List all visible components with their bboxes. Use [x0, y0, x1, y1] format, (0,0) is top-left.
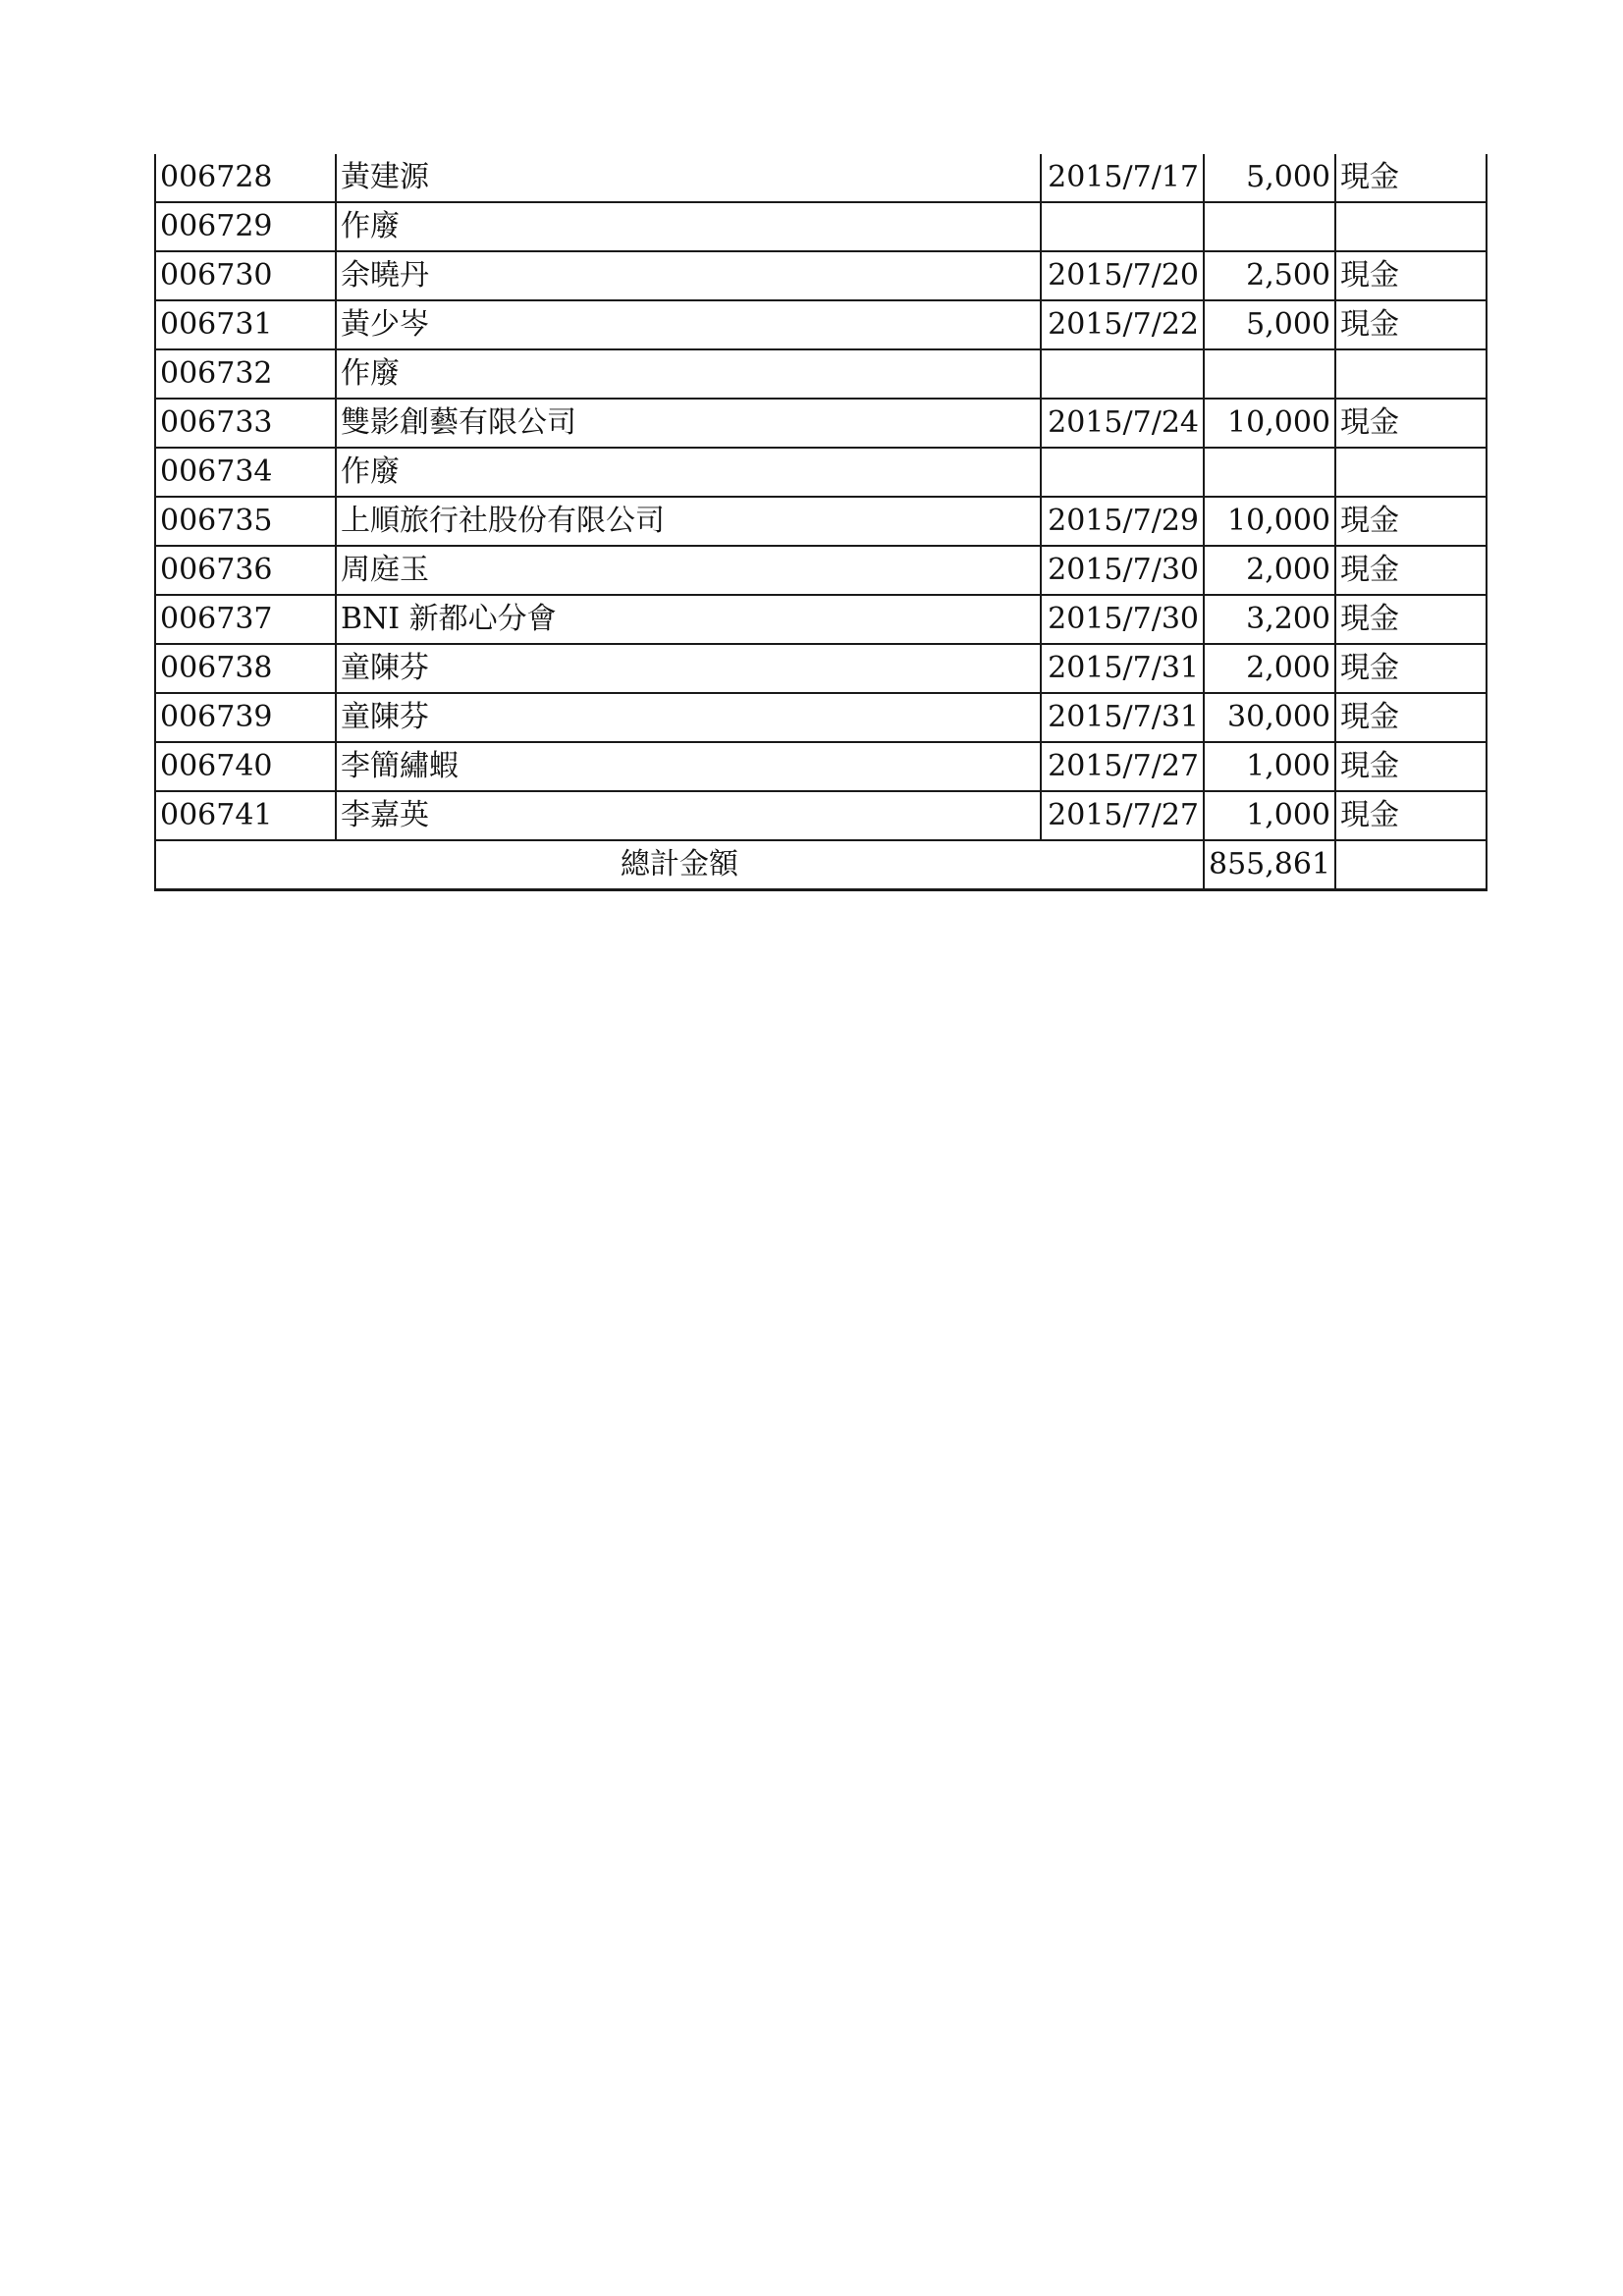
donor-name-cell: 童陳芬 — [336, 693, 1041, 742]
donor-name-cell: 上順旅行社股份有限公司 — [336, 497, 1041, 546]
amount-cell: 5,000 — [1204, 300, 1335, 349]
table-row — [155, 448, 1487, 497]
receipt-number-cell: 006733 — [155, 399, 336, 448]
receipt-number-cell: 006739 — [155, 693, 336, 742]
table-row — [155, 497, 1487, 546]
table-row — [155, 546, 1487, 595]
receipt-number-cell: 006731 — [155, 300, 336, 349]
table-row — [155, 644, 1487, 693]
receipt-number-cell: 006734 — [155, 448, 336, 497]
amount-cell: 1,000 — [1204, 791, 1335, 840]
payment-method-cell: 現金 — [1335, 300, 1487, 349]
receipt-number-cell: 006736 — [155, 546, 336, 595]
table-row — [155, 202, 1487, 251]
donor-name-cell: 雙影創藝有限公司 — [336, 399, 1041, 448]
donation-date-cell: 2015/7/20 — [1041, 251, 1204, 300]
amount-cell: 5,000 — [1204, 154, 1335, 202]
donation-date-cell — [1041, 202, 1204, 251]
donor-name-cell: 童陳芬 — [336, 644, 1041, 693]
donation-date-cell: 2015/7/22 — [1041, 300, 1204, 349]
amount-cell: 2,000 — [1204, 644, 1335, 693]
payment-method-cell — [1335, 349, 1487, 399]
donation-date-cell: 2015/7/29 — [1041, 497, 1204, 546]
amount-cell: 10,000 — [1204, 399, 1335, 448]
donor-name-cell: 作廢 — [336, 349, 1041, 399]
donor-name-cell: 黃少岑 — [336, 300, 1041, 349]
donation-date-cell — [1041, 349, 1204, 399]
receipt-number-cell: 006730 — [155, 251, 336, 300]
receipt-number-cell: 006728 — [155, 154, 336, 202]
donation-date-cell: 2015/7/31 — [1041, 693, 1204, 742]
donor-name-cell: 作廢 — [336, 448, 1041, 497]
receipt-number-cell: 006737 — [155, 595, 336, 644]
donation-date-cell: 2015/7/24 — [1041, 399, 1204, 448]
donation-date-cell: 2015/7/17 — [1041, 154, 1204, 202]
total-label: 總計金額 — [155, 840, 1204, 890]
payment-method-cell: 現金 — [1335, 399, 1487, 448]
payment-method-cell: 現金 — [1335, 791, 1487, 840]
table-row — [155, 595, 1487, 644]
table-row — [155, 791, 1487, 840]
receipt-number-cell: 006741 — [155, 791, 336, 840]
amount-cell: 3,200 — [1204, 595, 1335, 644]
total-row — [155, 840, 1487, 890]
payment-method-cell: 現金 — [1335, 154, 1487, 202]
receipt-number-cell: 006732 — [155, 349, 336, 399]
payment-method-cell: 現金 — [1335, 546, 1487, 595]
table-row — [155, 742, 1487, 791]
donor-name-cell: 黃建源 — [336, 154, 1041, 202]
receipt-number-cell: 006740 — [155, 742, 336, 791]
donation-date-cell: 2015/7/31 — [1041, 644, 1204, 693]
donor-name-cell: 作廢 — [336, 202, 1041, 251]
donor-name-cell: 余曉丹 — [336, 251, 1041, 300]
payment-method-cell — [1335, 202, 1487, 251]
table-row — [155, 349, 1487, 399]
amount-cell — [1204, 202, 1335, 251]
donor-name-cell: 李嘉英 — [336, 791, 1041, 840]
amount-cell: 2,500 — [1204, 251, 1335, 300]
receipt-number-cell: 006738 — [155, 644, 336, 693]
total-method-empty-cell — [1335, 840, 1487, 890]
table-row — [155, 693, 1487, 742]
donation-date-cell: 2015/7/27 — [1041, 791, 1204, 840]
payment-method-cell: 現金 — [1335, 595, 1487, 644]
amount-cell — [1204, 349, 1335, 399]
table-row — [155, 300, 1487, 349]
table-row — [155, 399, 1487, 448]
donation-date-cell: 2015/7/30 — [1041, 595, 1204, 644]
amount-cell: 1,000 — [1204, 742, 1335, 791]
donor-name-cell: 李簡繡蝦 — [336, 742, 1041, 791]
table-row — [155, 154, 1487, 202]
payment-method-cell — [1335, 448, 1487, 497]
donation-ledger-table — [154, 154, 1488, 891]
payment-method-cell: 現金 — [1335, 251, 1487, 300]
amount-cell: 30,000 — [1204, 693, 1335, 742]
donation-date-cell: 2015/7/27 — [1041, 742, 1204, 791]
donor-name-cell: 周庭玉 — [336, 546, 1041, 595]
amount-cell — [1204, 448, 1335, 497]
amount-cell: 2,000 — [1204, 546, 1335, 595]
table-row — [155, 251, 1487, 300]
donor-name-cell: BNI 新都心分會 — [336, 595, 1041, 644]
payment-method-cell: 現金 — [1335, 742, 1487, 791]
amount-cell: 10,000 — [1204, 497, 1335, 546]
total-amount: 855,861 — [1204, 840, 1335, 890]
ledger-body — [155, 154, 1487, 890]
payment-method-cell: 現金 — [1335, 497, 1487, 546]
donation-date-cell — [1041, 448, 1204, 497]
receipt-number-cell: 006729 — [155, 202, 336, 251]
receipt-number-cell: 006735 — [155, 497, 336, 546]
payment-method-cell: 現金 — [1335, 693, 1487, 742]
donation-date-cell: 2015/7/30 — [1041, 546, 1204, 595]
payment-method-cell: 現金 — [1335, 644, 1487, 693]
